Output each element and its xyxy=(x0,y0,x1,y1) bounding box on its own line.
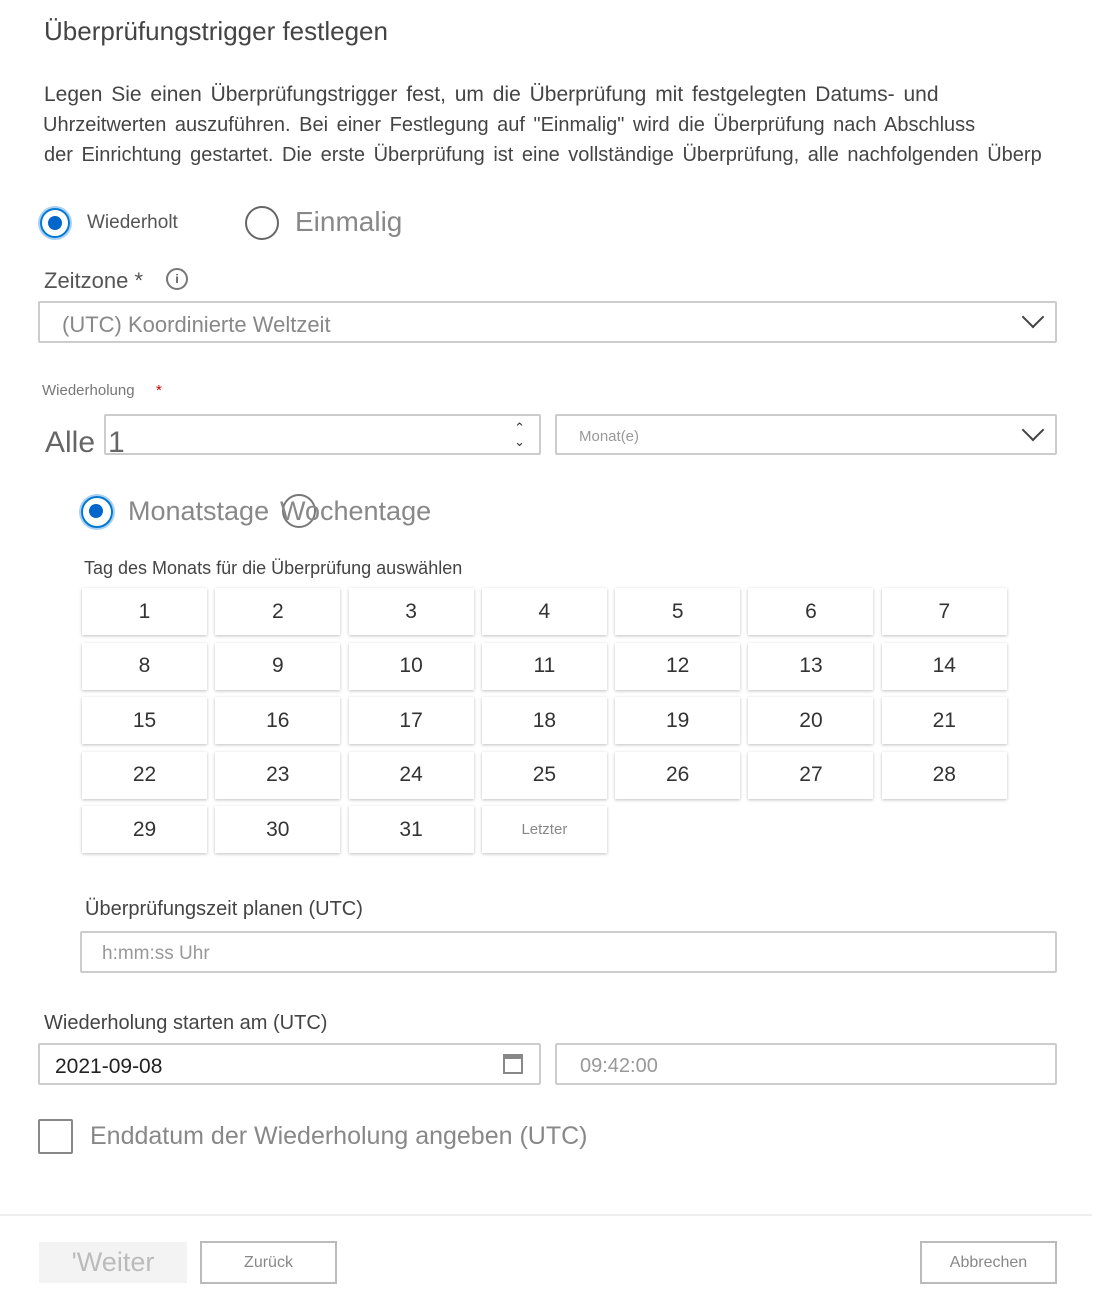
radio-monthdays[interactable] xyxy=(81,496,113,528)
day-button[interactable]: 1 xyxy=(82,588,207,635)
radio-monthdays-label: Monatstage xyxy=(128,496,270,526)
end-date-checkbox[interactable] xyxy=(38,1119,73,1154)
day-button[interactable]: 7 xyxy=(882,588,1007,635)
description-line: Legen Sie einen Überprüfungstrigger fest, um die Überprüfung mit festgelegten Datums- und xyxy=(44,83,939,106)
chevron-down-icon xyxy=(1022,306,1045,329)
day-button[interactable]: 25 xyxy=(482,752,607,799)
day-button[interactable]: 21 xyxy=(882,697,1007,744)
every-label: Alle xyxy=(45,426,96,459)
timezone-dropdown[interactable] xyxy=(38,301,1057,343)
chevron-down-icon[interactable]: ⌄ xyxy=(514,434,525,449)
day-button[interactable]: 9 xyxy=(215,643,340,690)
timezone-value: (UTC) Koordinierte Weltzeit xyxy=(62,312,331,337)
info-icon[interactable]: i xyxy=(166,268,188,290)
description xyxy=(44,80,1096,170)
day-button[interactable]: 6 xyxy=(748,588,873,635)
day-button[interactable]: 13 xyxy=(748,643,873,690)
back-button[interactable]: Zurück xyxy=(200,1241,337,1284)
radio-recurring[interactable] xyxy=(40,208,70,238)
start-time-value: 09:42:00 xyxy=(580,1055,658,1077)
description-line: der Einrichtung gestartet. Die erste Überprüfung ist eine vollständige Überprüfung, alle nachfolgenden Überp xyxy=(44,144,1042,166)
next-button[interactable]: 'Weiter xyxy=(39,1242,187,1283)
chevron-up-icon[interactable]: ⌃ xyxy=(514,420,525,435)
chevron-down-icon xyxy=(1022,419,1045,442)
interval-stepper[interactable] xyxy=(104,414,541,459)
start-time-input[interactable] xyxy=(555,1043,1057,1085)
recurrence-label: Wiederholung xyxy=(42,382,135,399)
day-button[interactable]: 26 xyxy=(615,752,740,799)
schedule-placeholder: h:mm:ss Uhr xyxy=(102,943,210,964)
day-button[interactable]: 27 xyxy=(748,752,873,799)
schedule-time-input[interactable] xyxy=(80,931,1057,973)
day-button[interactable]: 20 xyxy=(748,697,873,744)
day-grid xyxy=(82,588,1012,853)
unit-dropdown[interactable] xyxy=(555,414,1057,455)
day-button[interactable]: 11 xyxy=(482,643,607,690)
end-date-label: Enddatum der Wiederholung angeben (UTC) xyxy=(90,1122,588,1150)
day-button[interactable]: 28 xyxy=(882,752,1007,799)
day-button[interactable]: 31 xyxy=(349,806,474,853)
footer-divider xyxy=(0,1214,1092,1216)
start-date-value: 2021-09-08 xyxy=(55,1055,163,1078)
day-button[interactable]: 22 xyxy=(82,752,207,799)
radio-recurring-label: Wiederholt xyxy=(87,212,178,233)
dialog-title: Überprüfungstrigger festlegen xyxy=(44,16,388,46)
day-button[interactable]: 12 xyxy=(615,643,740,690)
day-button[interactable]: Letzter xyxy=(482,806,607,853)
day-button[interactable]: 23 xyxy=(215,752,340,799)
day-button[interactable]: 3 xyxy=(349,588,474,635)
radio-once[interactable] xyxy=(245,206,279,240)
unit-placeholder: Monat(e) xyxy=(579,428,640,445)
day-button[interactable]: 15 xyxy=(82,697,207,744)
start-date-input[interactable] xyxy=(38,1043,541,1085)
day-button[interactable]: 30 xyxy=(215,806,340,853)
interval-value: 1 xyxy=(108,426,125,459)
day-button[interactable]: 2 xyxy=(215,588,340,635)
day-button[interactable]: 10 xyxy=(349,643,474,690)
cancel-button[interactable]: Abbrechen xyxy=(920,1241,1057,1284)
timezone-label: Zeitzone * xyxy=(44,268,144,293)
required-marker: * xyxy=(156,382,162,399)
day-button[interactable]: 17 xyxy=(349,697,474,744)
day-button[interactable]: 4 xyxy=(482,588,607,635)
day-button[interactable]: 16 xyxy=(215,697,340,744)
day-button[interactable]: 29 xyxy=(82,806,207,853)
day-button[interactable]: 14 xyxy=(882,643,1007,690)
description-line: Uhrzeitwerten auszuführen. Bei einer Festlegung auf "Einmalig" wird die Überprüfung nach Abschluss xyxy=(43,114,976,136)
radio-weekdays-label: Wochentage xyxy=(280,496,432,526)
schedule-label: Überprüfungszeit planen (UTC) xyxy=(85,898,363,920)
start-label: Wiederholung starten am (UTC) xyxy=(44,1012,328,1034)
day-label: Tag des Monats für die Überprüfung auswählen xyxy=(84,558,463,578)
radio-once-label: Einmalig xyxy=(295,206,403,237)
day-button[interactable]: 18 xyxy=(482,697,607,744)
day-button[interactable]: 5 xyxy=(615,588,740,635)
day-button[interactable]: 19 xyxy=(615,697,740,744)
day-button[interactable]: 8 xyxy=(82,643,207,690)
day-button[interactable]: 24 xyxy=(349,752,474,799)
calendar-icon[interactable] xyxy=(503,1054,523,1074)
